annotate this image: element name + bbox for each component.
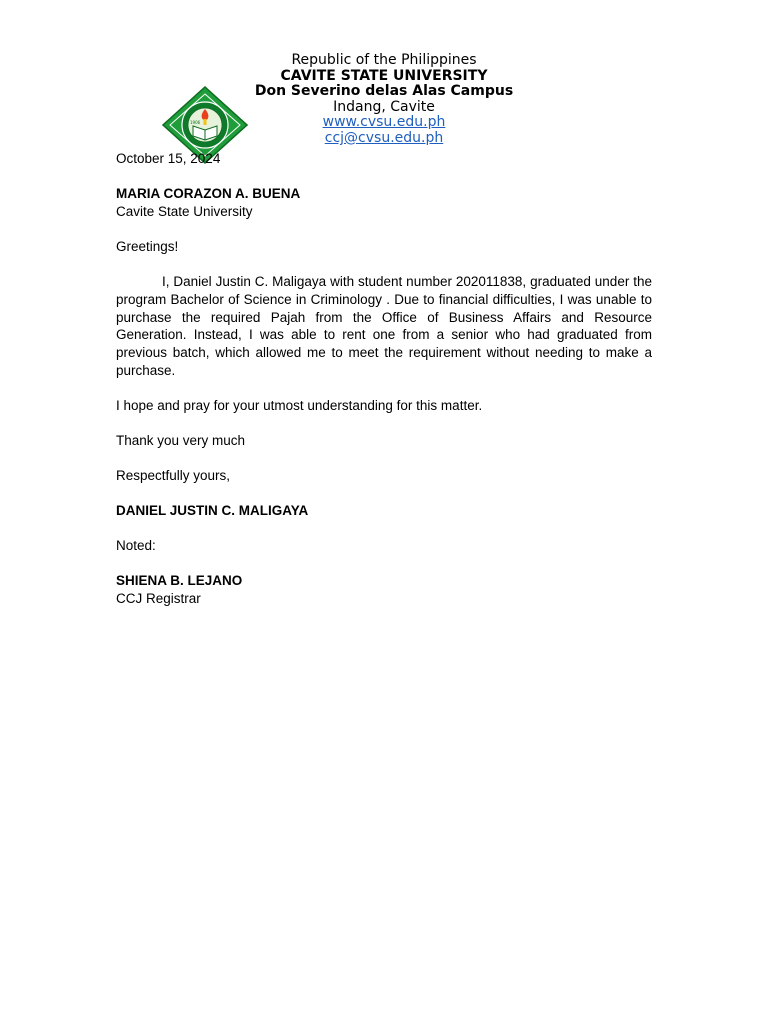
noted-title: CCJ Registrar	[116, 591, 201, 606]
campus-name: Don Severino delas Alas Campus	[254, 83, 514, 100]
greeting: Greetings!	[116, 239, 179, 254]
thanks-line: Thank you very much	[116, 433, 246, 448]
letterhead	[0, 53, 768, 147]
body-paragraph: I, Daniel Justin C. Maligaya with student number 202011838, graduated under the program Bachelor of Science in Criminology . Due to financial difficulties, I was unable to purchase the required Pajah from the Office of Business Affairs and Resource Generation. Instead, I was able to rent one from a senior who had graduated from previous batch, which allowed me to meet the requirement without needing to make a purchase.	[116, 274, 652, 378]
signer-name: DANIEL JUSTIN C. MALIGAYA	[116, 503, 309, 518]
recipient-organization: Cavite State University	[116, 204, 253, 219]
svg-text:1906: 1906	[190, 120, 201, 125]
location-line: Indang, Cavite	[333, 98, 435, 115]
letter-date: October 15, 2024	[116, 151, 221, 166]
recipient-name: MARIA CORAZON A. BUENA	[116, 186, 301, 201]
noted-name: SHIENA B. LEJANO	[116, 573, 243, 588]
email-link[interactable]: ccj@cvsu.edu.ph	[324, 129, 444, 146]
website-link[interactable]: www.cvsu.edu.ph	[322, 114, 446, 131]
university-name: CAVITE STATE UNIVERSITY	[280, 67, 488, 84]
closing-line: Respectfully yours,	[116, 468, 231, 483]
noted-label: Noted:	[116, 538, 156, 553]
country-line: Republic of the Philippines	[291, 52, 477, 68]
hope-line: I hope and pray for your utmost understanding for this matter.	[116, 398, 483, 413]
